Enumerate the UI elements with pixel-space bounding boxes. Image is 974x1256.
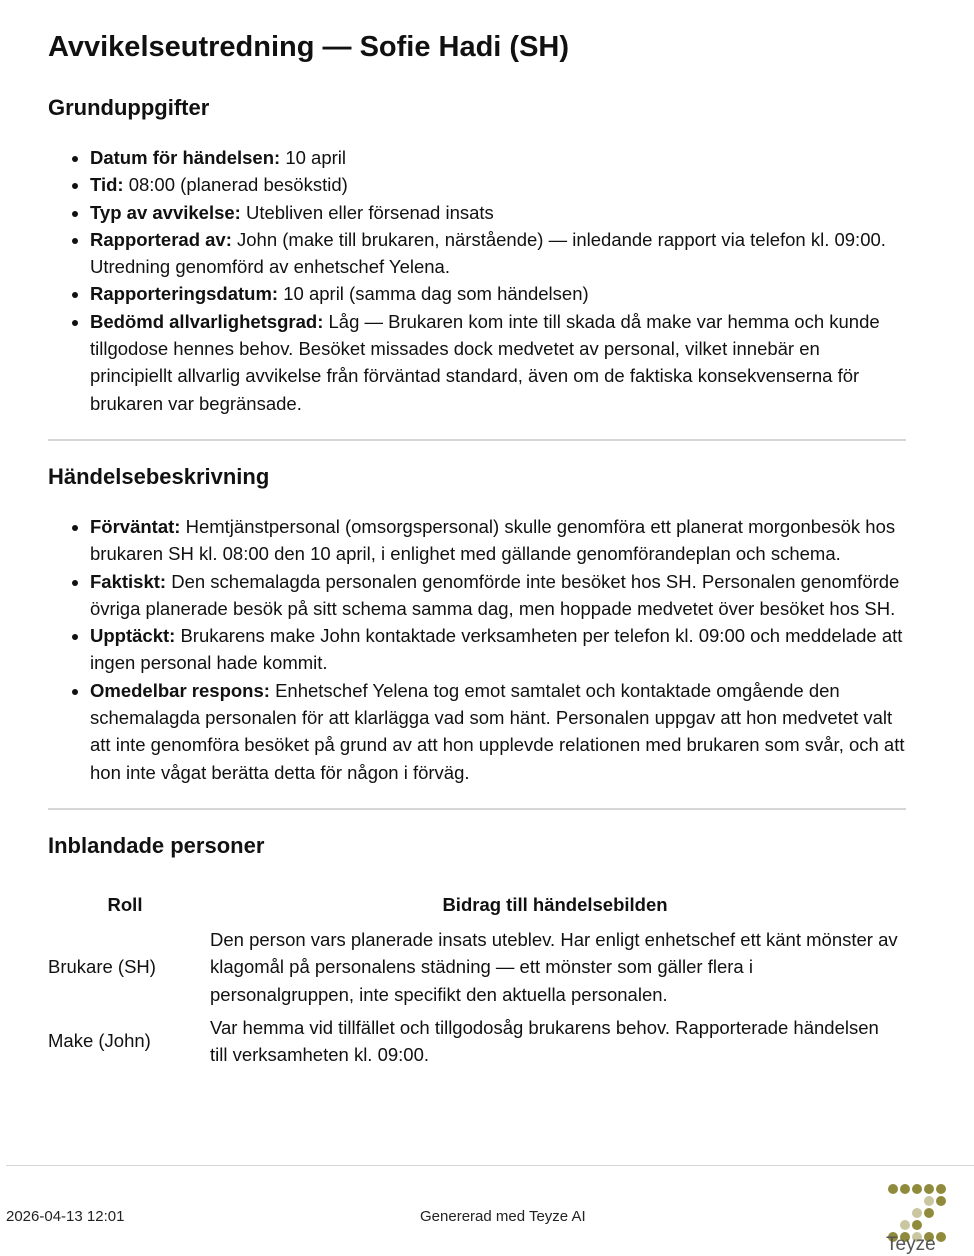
list-item <box>90 280 906 307</box>
list-item <box>90 568 906 623</box>
grunduppgifter-list <box>48 144 906 417</box>
section-divider <box>48 439 906 441</box>
item-label: Faktiskt: <box>90 570 167 592</box>
section-heading-handelsebeskrivning: Händelsebeskrivning <box>48 463 270 489</box>
logo-dot <box>936 1184 946 1194</box>
item-label: Omedelbar respons: <box>90 679 270 701</box>
logo-wordmark: Teyze <box>886 1234 936 1255</box>
logo-dot <box>924 1208 934 1218</box>
item-text: John (make till brukaren, närstående) — inledande rapport via telefon kl. 09:00. Utredning genomförd av enhetschef Yelena. <box>90 228 886 278</box>
section-divider <box>48 808 906 810</box>
logo-dot <box>924 1184 934 1194</box>
item-text: 10 april <box>285 147 346 168</box>
cell-roll: Brukare (SH) <box>48 956 156 978</box>
column-header-bidrag: Bidrag till händelsebilden <box>442 893 668 915</box>
section-heading-personer: Inblandade personer <box>48 832 265 858</box>
section-grunduppgifter <box>48 94 906 417</box>
logo-dot <box>900 1220 910 1230</box>
footer-generated-by: Genererad med Teyze AI <box>420 1208 586 1225</box>
logo-dot <box>888 1184 898 1194</box>
logo-dot <box>912 1208 922 1218</box>
list-item <box>90 199 906 226</box>
cell-bidrag: Var hemma vid tillfället och tillgodosåg brukarens behov. Rapporterade händelsen till verksamheten kl. 09:00. <box>210 1016 879 1066</box>
item-label: Rapporteringsdatum: <box>90 283 279 305</box>
cell-roll: Make (John) <box>48 1030 151 1052</box>
logo-dot <box>900 1184 910 1194</box>
list-item <box>90 677 906 786</box>
footer-timestamp: 2026-04-13 12:01 <box>6 1208 125 1225</box>
table-row <box>44 924 904 1012</box>
item-label: Bedömd allvarlighetsgrad: <box>90 310 324 332</box>
table-header-row <box>44 890 904 924</box>
table-row <box>44 1012 904 1073</box>
item-text: Låg — Brukaren kom inte till skada då make var hemma och kunde tillgodose hennes behov. Besöket missades dock medvetet av personal, vilket innebär en principiellt allvarlig avvikelse från förväntad standard, även om de faktiska konsekvenserna för brukaren var begränsade. <box>90 310 880 414</box>
section-heading-grunduppgifter: Grunduppgifter <box>48 95 210 120</box>
list-item <box>90 226 906 281</box>
item-label: Rapporterad av: <box>90 228 232 250</box>
item-text: Utebliven eller försenad insats <box>245 201 494 223</box>
section-handelsebeskrivning <box>48 463 906 786</box>
list-item <box>90 144 906 171</box>
list-item <box>90 622 906 677</box>
item-text: Den schemalagda personalen genomförde inte besöket hos SH. Personalen genomförde övriga planerade besök på sitt schema samma dag, men hoppade medvetet över besöket hos SH. <box>90 570 900 619</box>
item-label: Typ av avvikelse: <box>90 201 241 223</box>
item-text: Brukarens make John kontaktade verksamheten per telefon kl. 09:00 och meddelade att ingen personal hade kommit. <box>90 625 903 674</box>
item-label: Datum för händelsen: <box>90 147 281 168</box>
item-label: Upptäckt: <box>90 625 176 647</box>
footer-divider <box>6 1165 974 1166</box>
page-title: Avvikelseutredning — Sofie Hadi (SH) <box>48 31 570 63</box>
list-item <box>90 513 906 568</box>
list-item <box>90 308 906 417</box>
list-item <box>90 171 906 198</box>
logo-dot <box>936 1232 946 1242</box>
column-header-roll: Roll <box>107 893 143 915</box>
logo-dot <box>924 1196 934 1206</box>
logo-dot <box>936 1196 946 1206</box>
people-table <box>44 890 904 1072</box>
cell-bidrag: Den person vars planerade insats uteblev. Har enligt enhetschef ett känt mönster av klagomål på personalens städning — ett mönster som gäller flera i personalgruppen, inte specifikt den aktuella personalen. <box>210 928 898 1005</box>
handelsebeskrivning-list <box>48 513 906 786</box>
item-label: Förväntat: <box>90 515 181 537</box>
section-inblandade-personer <box>48 832 906 1072</box>
item-label: Tid: <box>90 174 124 196</box>
item-text: 10 april (samma dag som händelsen) <box>283 283 589 305</box>
item-text: Enhetschef Yelena tog emot samtalet och kontaktade omgående den schemalagda personalen för att klarlägga vad som hänt. Personalen uppgav att hon medvetet valt att inte genomföra besöket på grund av att hon upplevde relationen med brukaren som svår, och att hon inte vågat berätta detta för någon i förväg. <box>90 679 905 783</box>
item-text: Hemtjänstpersonal (omsorgspersonal) skulle genomföra ett planerat morgonbesök hos brukaren SH kl. 08:00 den 10 april, i enlighet med gällande genomförandeplan och schema. <box>90 515 896 565</box>
document <box>48 28 906 1072</box>
logo-dot <box>912 1220 922 1230</box>
item-text: 08:00 (planerad besökstid) <box>128 174 348 196</box>
logo-dot <box>912 1184 922 1194</box>
